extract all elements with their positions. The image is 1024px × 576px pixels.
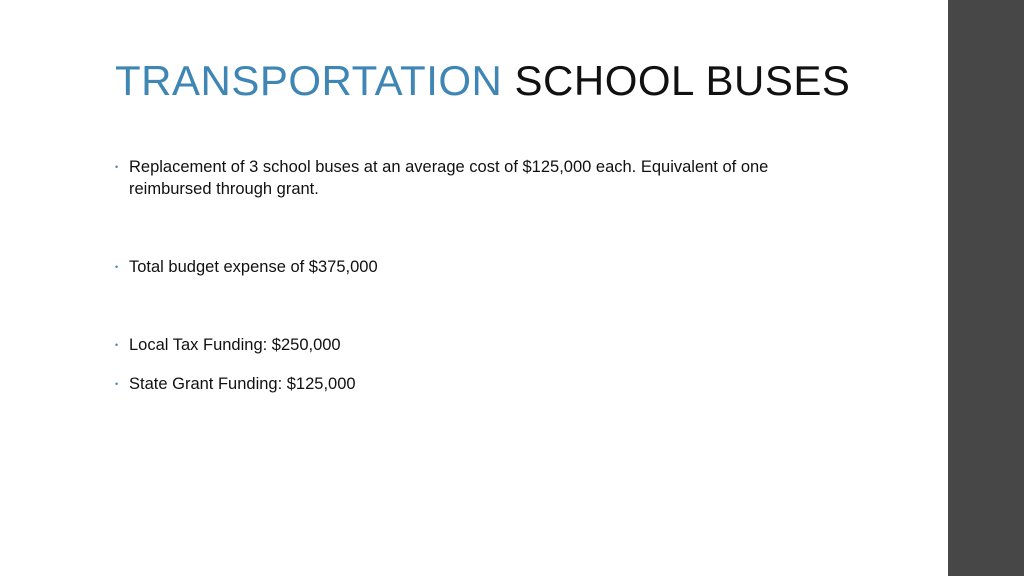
side-bar [948,0,1024,576]
bullet-item-local-tax [115,334,835,356]
bullet-text: Total budget expense of $375,000 [129,258,378,276]
bullet-text: Replacement of 3 school buses at an average cost of $125,000 each. Equivalent of one reimbursed through grant. [129,158,769,198]
bullet-icon: • [115,162,119,172]
bullet-item-replacement [115,156,835,200]
bullet-icon: • [115,340,119,350]
bullet-item-state-grant [115,373,835,395]
bullet-item-total-budget [115,256,835,278]
slide-title [115,58,850,104]
bullet-icon: • [115,262,119,272]
bullet-text: Local Tax Funding: $250,000 [129,336,341,354]
bullet-icon: • [115,379,119,389]
title-main: SCHOOL BUSES [514,57,851,104]
bullet-text: State Grant Funding: $125,000 [129,375,356,393]
title-accent: TRANSPORTATION [115,57,503,104]
